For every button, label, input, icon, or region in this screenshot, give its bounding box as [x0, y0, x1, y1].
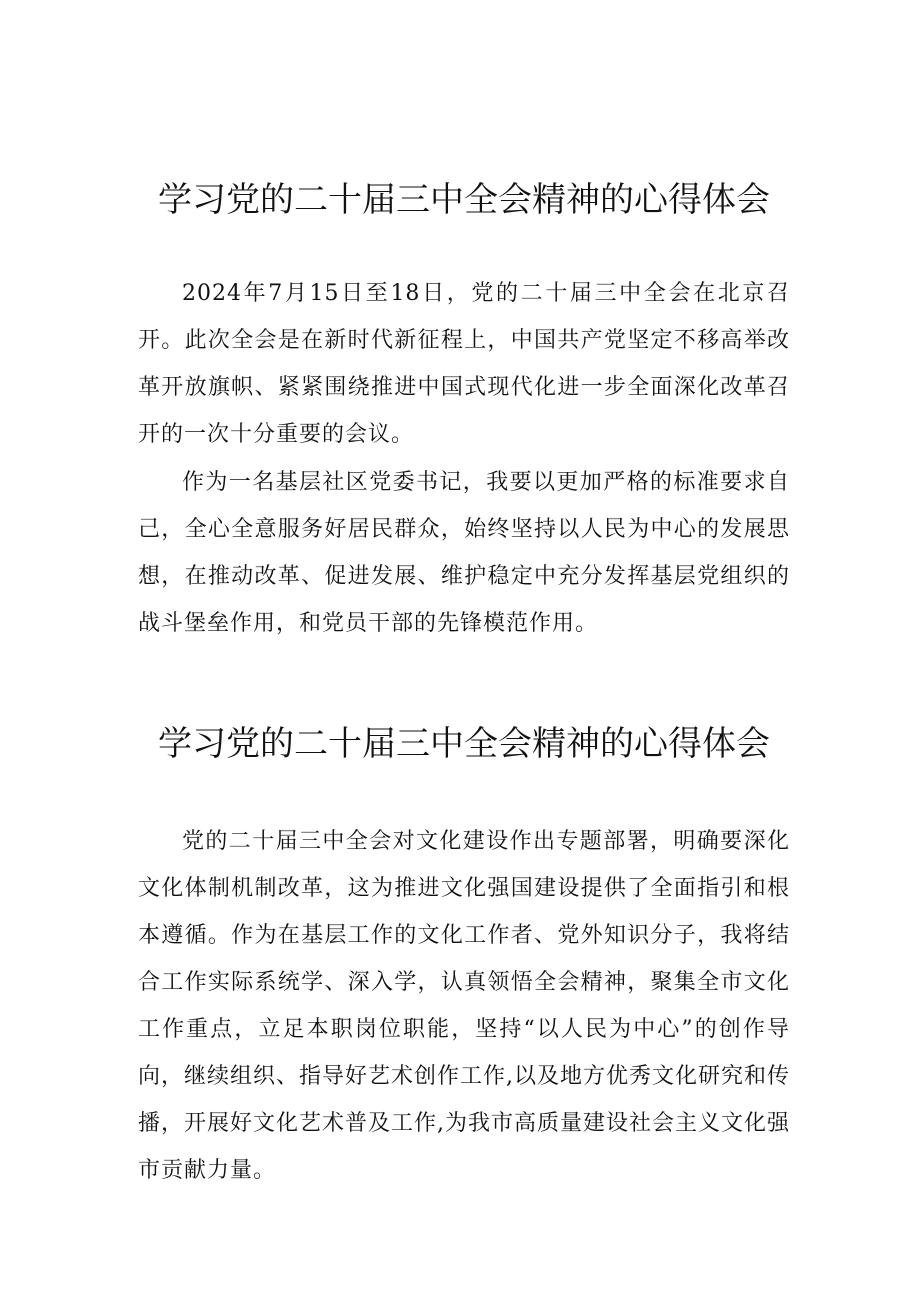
section-title: 学习党的二十届三中全会精神的心得体会 — [158, 724, 770, 764]
section-title: 学习党的二十届三中全会精神的心得体会 — [158, 180, 770, 220]
essay-section-1 — [138, 172, 790, 647]
essay-section-2 — [138, 716, 790, 1194]
body-paragraph: 2024年7月15日至18日，党的二十届三中全会在北京召开。此次全会是在新时代新征程上，中国共产党坚定不移高举改革开放旗帜、紧紧围绕推进中国式现代化进一步全面深化改革召开的一次十分重要的会议。 — [138, 281, 790, 447]
body-paragraph: 作为一名基层社区党委书记，我要以更加严格的标准要求自己，全心全意服务好居民群众，始终坚持以人民为中心的发展思想，在推动改革、促进发展、维护稳定中充分发挥基层党组织的战斗堡垒作用，和党员干部的先锋模范作用。 — [138, 470, 790, 636]
body-paragraph: 党的二十届三中全会对文化建设作出专题部署，明确要深化文化体制机制改革，这为推进文化强国建设提供了全面指引和根本遵循。作为在基层工作的文化工作者、党外知识分子，我将结合工作实际系统学、深入学，认真领悟全会精神，聚集全市文化工作重点，立足本职岗位职能，坚持“以人民为中心”的创作导向，继续组织、指导好艺术创作工作,以及地方优秀文化研究和传播，开展好文化艺术普及工作,为我市高质量建设社会主义文化强市贡献力量。 — [138, 829, 790, 1183]
